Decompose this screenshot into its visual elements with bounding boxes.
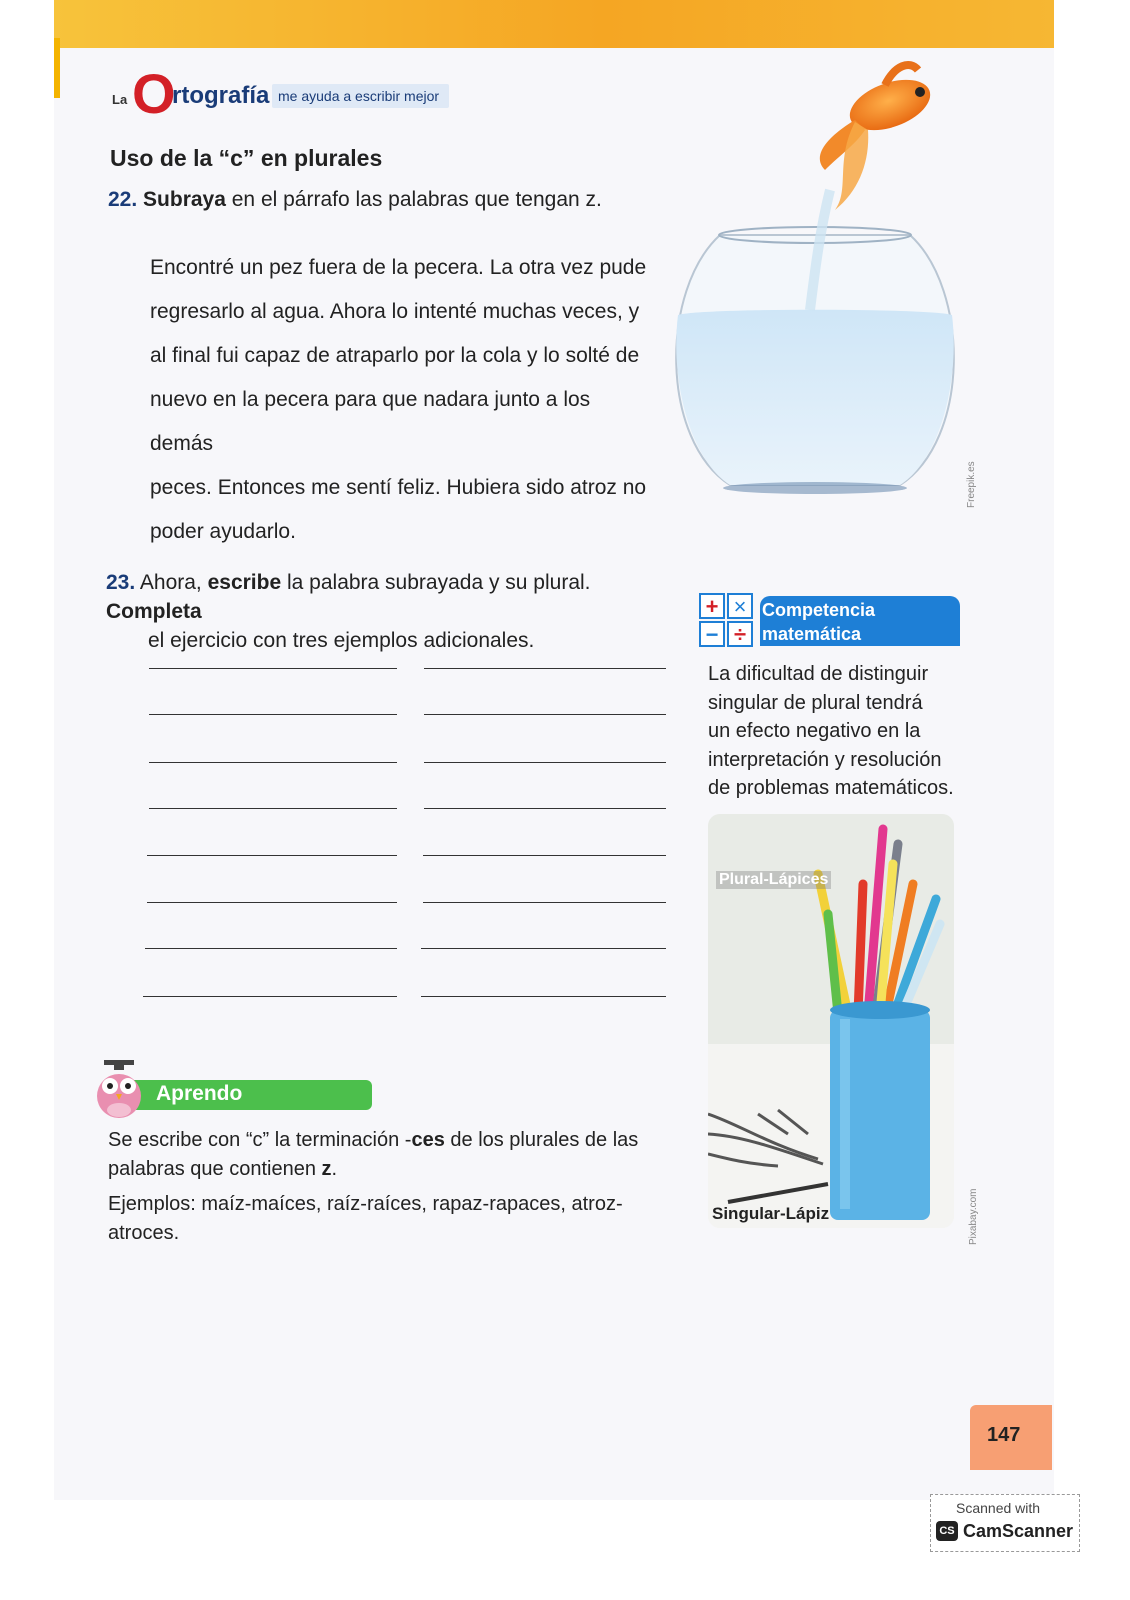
competencia-title-line1: Competencia	[762, 600, 876, 620]
aprendo-text	[108, 1126, 648, 1248]
header-tagline: me ayuda a escribir mejor	[272, 84, 449, 108]
answer-line[interactable]	[149, 808, 397, 809]
competencia-text-line: interpretación y resolución	[708, 748, 942, 771]
plural-label: Plural-Lápices	[716, 871, 831, 889]
answer-line[interactable]	[423, 902, 666, 903]
competencia-text-line: La dificultad de distinguir	[708, 663, 929, 685]
photo-credit: Pixabay.com	[968, 1188, 979, 1245]
camscanner-logo: CS	[936, 1521, 958, 1541]
fish-image-credit: Freepik.es	[966, 461, 977, 508]
top-banner	[54, 0, 1054, 48]
aprendo-text-part: palabras que contienen	[108, 1158, 322, 1180]
bowl-water	[676, 310, 953, 485]
answer-line[interactable]	[147, 902, 397, 903]
aprendo-text-part: de los plurales de las	[444, 1129, 639, 1151]
answer-line[interactable]	[149, 714, 397, 715]
paragraph-line: peces. Entonces me sentí feliz. Hubiera sido atroz no	[150, 476, 647, 499]
aprendo-label: Aprendo	[156, 1082, 243, 1105]
paragraph-line: regresarlo al agua. Ahora lo intenté muchas veces, y	[150, 300, 640, 323]
header-o-letter: O	[132, 62, 176, 125]
singular-label: Singular-Lápiz	[712, 1204, 830, 1223]
answer-line[interactable]	[149, 668, 397, 669]
competencia-title-line2: matemática	[762, 624, 862, 644]
aprendo-examples-line2: atroces.	[108, 1222, 180, 1244]
aprendo-text-part: .	[331, 1158, 338, 1180]
owl-icon	[88, 1058, 150, 1120]
bowl-base	[723, 482, 907, 494]
answer-line[interactable]	[424, 762, 666, 763]
svg-text:×: ×	[733, 594, 747, 619]
svg-text:+: +	[705, 594, 719, 619]
exercise-23-text: la palabra subrayada y su plural.	[281, 571, 591, 594]
exercise-22-number: 22.	[108, 188, 138, 211]
exercise-23-verb-completa: Completa	[106, 600, 202, 623]
answer-line[interactable]	[423, 855, 666, 856]
aprendo-rule-line1	[108, 1126, 648, 1155]
answer-line[interactable]	[424, 714, 666, 715]
paragraph-line: Encontré un pez fuera de la pecera. La otra vez pude	[150, 256, 647, 279]
scanner-line2: CamScanner	[963, 1521, 1074, 1541]
competencia-text-line: un efecto negativo en la	[708, 720, 921, 742]
aprendo-rule-line2	[108, 1155, 648, 1184]
svg-text:−: −	[705, 622, 719, 647]
answer-line[interactable]	[421, 996, 666, 997]
aprendo-text-part: Se escribe con “c” la terminación -	[108, 1129, 412, 1151]
answer-line[interactable]	[424, 808, 666, 809]
answer-line[interactable]	[143, 996, 397, 997]
aprendo-text-bold: z	[321, 1158, 332, 1180]
answer-line[interactable]	[424, 668, 666, 669]
paragraph-line: nuevo en la pecera para que nadara junto a los demás	[150, 388, 591, 455]
section-title: Uso de la “c” en plurales	[110, 145, 383, 171]
header-la: La	[112, 92, 128, 107]
exercise-22-verb: Subraya	[143, 188, 226, 211]
exercise-23-text: Ahora,	[135, 571, 208, 594]
competencia-title	[762, 598, 952, 646]
story-paragraph	[150, 246, 650, 554]
header-ortografia: rtografía	[172, 82, 270, 109]
goldfish-icon	[820, 65, 937, 210]
exercise-23-number: 23.	[106, 571, 136, 594]
paragraph-line: al final fui capaz de atraparlo por la cola y lo solté de	[150, 344, 640, 367]
answer-line[interactable]	[147, 855, 397, 856]
competencia-text	[708, 660, 958, 803]
exercise-22-instruction	[108, 188, 602, 212]
aprendo-text-bold: ces	[411, 1129, 445, 1151]
aprendo-examples-line1: Ejemplos: maíz-maíces, raíz-raíces, rapaz-rapaces, atroz-	[108, 1193, 623, 1215]
math-operations-icon	[698, 592, 754, 648]
competencia-text-line: singular de plural tendrá	[708, 691, 923, 714]
exercise-23-line2: el ejercicio con tres ejemplos adicionales.	[148, 629, 535, 652]
answer-line[interactable]	[149, 762, 397, 763]
exercise-23-verb-escribe: escribe	[207, 571, 282, 594]
left-edge-strip	[54, 38, 60, 98]
scanner-line1: Scanned with	[956, 1500, 1041, 1516]
page-number: 147	[987, 1424, 1021, 1446]
competencia-text-line: de problemas matemáticos.	[708, 777, 954, 799]
answer-line[interactable]	[145, 948, 397, 949]
exercise-23-instruction	[106, 568, 686, 655]
fishbowl-illustration	[660, 60, 970, 530]
answer-line[interactable]	[421, 948, 666, 949]
exercise-22-rest: en el párrafo las palabras que tengan z.	[225, 188, 602, 211]
svg-text:÷: ÷	[733, 622, 747, 647]
paragraph-line: poder ayudarlo.	[150, 520, 296, 543]
